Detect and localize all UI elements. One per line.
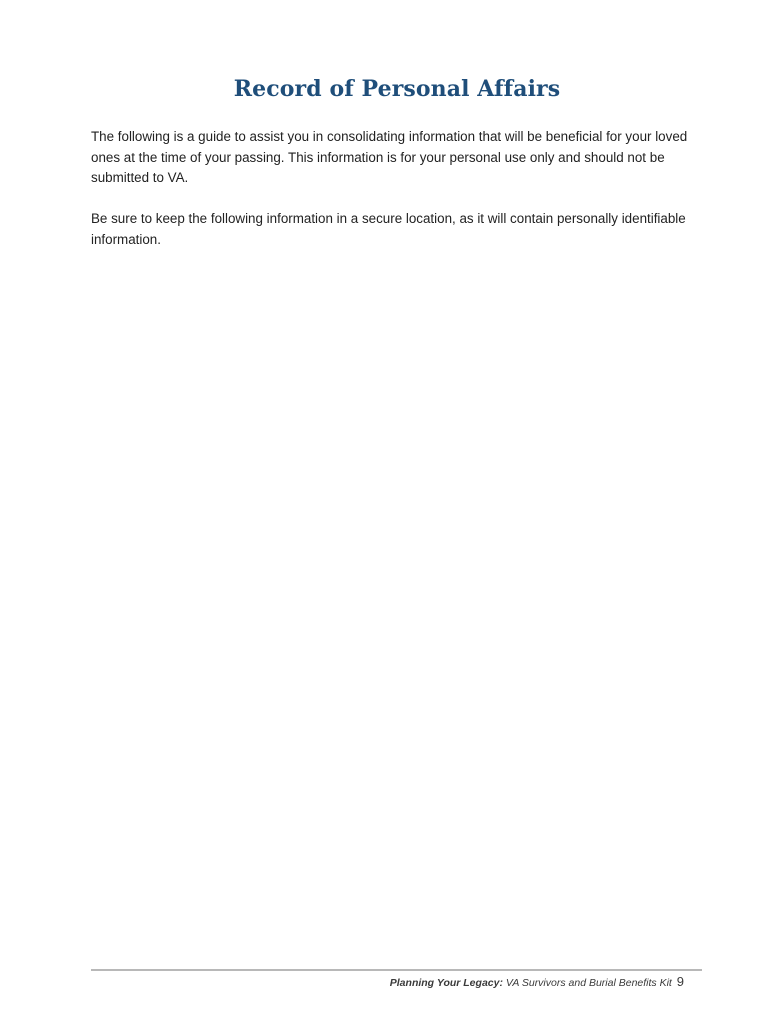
page-footer (390, 974, 684, 989)
page-number: 9 (676, 974, 684, 989)
security-paragraph: Be sure to keep the following information in a secure location, as it will contain personally identifiable information. (91, 211, 686, 247)
footer-subtitle: VA Survivors and Burial Benefits Kit (505, 977, 672, 989)
footer-prefix: Planning Your Legacy: (389, 977, 503, 989)
footer-divider (91, 969, 702, 971)
page-title: Record of Personal Affairs (233, 76, 561, 102)
intro-paragraph: The following is a guide to assist you in consolidating information that will be beneficial for your loved ones at the time of your passing. This information is for your personal use only and should not be submitted to VA. (91, 129, 688, 185)
